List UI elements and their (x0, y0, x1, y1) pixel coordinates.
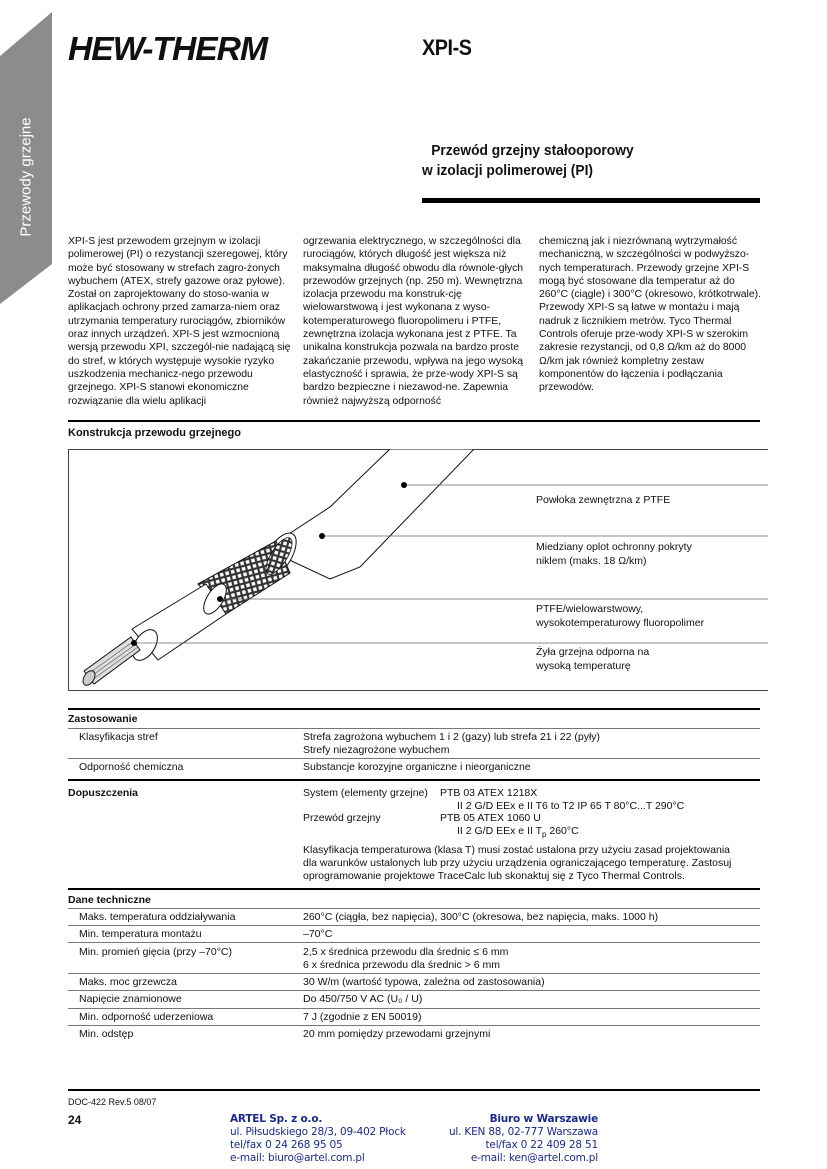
spec-label: Maks. moc grzewcza (79, 976, 178, 988)
spec-value: –70°C (303, 928, 333, 940)
approval-system-label: System (elementy grzejne) (303, 787, 428, 799)
intro-text-2: ogrzewania elektrycznego, w szczególności dla rurociągów, których długość jest większa niż maksymalna długość obwodu dla równole-głych przewodów grzejnych (np. 250 m). Wewnętrzna izolacja przewodu ma konstruk-cję wielowarstwową i jest wykonana z wyso-kotemperaturowego fluoropolimeru i PTFE, zewnętrzna izolacja wykonana jest z PTFE. Ta unikalna konstrukcja pozwala na bardzo proste zakańczanie przewodu, wpływa na jego wysoką elastyczność i sprawia, że prze-wody XPI-S są bardzo bezpieczne i niezawod-ne. Zapewnia również najwyższą odporność (303, 236, 524, 407)
company-name: ARTEL Sp. z o.o. (230, 1113, 323, 1125)
spec-value: 30 W/m (wartość typowa, zależna od zastosowania) (303, 976, 545, 988)
technical-title: Dane techniczne (68, 894, 151, 906)
intro-column-3 (539, 235, 764, 395)
spec-value: 7 J (zgodnie z EN 50019) (303, 1011, 422, 1023)
application-title: Zastosowanie (68, 713, 138, 725)
page-number: 24 (68, 1113, 82, 1127)
approval-cable-marking (457, 825, 579, 841)
email[interactable]: e-mail: ken@artel.com.pl (470, 1152, 598, 1164)
approval-cable-cert: PTB 05 ATEX 1060 U (440, 812, 541, 824)
brand-logo: HEW-THERM (68, 30, 267, 67)
spec-value: Substancje korozyjne organiczne i nieorganiczne (303, 761, 531, 773)
spec-value: 2,5 x średnica przewodu dla średnic ≤ 6 mm (303, 946, 509, 958)
row-rule (68, 925, 760, 926)
intro-column-2 (303, 235, 533, 408)
address: ul. KEN 88, 02-777 Warszawa (448, 1126, 598, 1138)
row-rule (68, 728, 760, 729)
office-name: Biuro w Warszawie (489, 1113, 598, 1125)
row-rule (68, 990, 760, 991)
callout-text: niklem (maks. 18 Ω/km) (536, 555, 647, 567)
spec-value: Strefa zagrożona wybuchem 1 i 2 (gazy) lub strefa 21 i 22 (pyły) (303, 731, 601, 743)
row-rule (68, 1008, 760, 1009)
approvals-title: Dopuszczenia (68, 787, 139, 799)
callout-text: Powłoka zewnętrzna z PTFE (536, 494, 671, 506)
approval-note: oprogramowanie projektowe TraceCalc lub skonaktuj się z Tyco Thermal Controls. (303, 870, 685, 882)
footer-rule (68, 1089, 760, 1091)
spec-label: Min. promień gięcia (przy –70°C) (79, 946, 233, 958)
cable-outer-jacket (255, 449, 474, 584)
spec-label: Odporność chemiczna (79, 761, 184, 773)
row-rule (68, 758, 760, 759)
subtitle-line-2: w izolacji polimerowej (PI) (422, 162, 594, 179)
marking-subscript: p (542, 830, 547, 840)
subtitle-line-1: Przewód grzejny stałooporowy (431, 142, 634, 159)
callout-text: Miedziany oplot ochronny pokryty (536, 541, 692, 553)
footer-contact-plock (230, 1113, 406, 1165)
row-rule (68, 942, 760, 943)
construction-title: Konstrukcja przewodu grzejnego (68, 427, 241, 439)
spec-value: 260°C (ciągła, bez napięcia), 300°C (okresowa, bez napięcia, maks. 1000 h) (303, 911, 659, 923)
approval-system-marking: II 2 G/D EEx e II T6 to T2 IP 65 T 80°C...T 290°C (457, 800, 685, 812)
cable-heating-conductor (81, 637, 140, 687)
email[interactable]: e-mail: biuro@artel.com.pl (230, 1152, 365, 1164)
phone: tel/fax 0 24 268 95 05 (230, 1139, 343, 1151)
product-model: XPI-S (422, 35, 472, 60)
section-rule (68, 779, 760, 781)
approval-system-cert: PTB 03 ATEX 1218X (440, 787, 538, 799)
marking-text: II 2 G/D EEx e II T (457, 825, 542, 837)
cable-inner-insulation (128, 580, 231, 664)
callout-text: Żyła grzejna odporna na (536, 646, 650, 658)
intro-column-1 (68, 235, 298, 408)
spec-value: Do 450/750 V AC (U₀ / U) (303, 993, 423, 1005)
section-rule (68, 888, 760, 890)
spec-value: 6 x średnica przewodu dla średnic > 6 mm (303, 959, 500, 971)
callout-text: wysoką temperaturę (536, 660, 631, 672)
spec-label: Maks. temperatura oddziaływania (79, 911, 236, 923)
cable-diagram (68, 449, 768, 691)
callout-conductor (536, 645, 649, 673)
address: ul. Piłsudskiego 28/3, 09-402 Płock (230, 1126, 406, 1138)
approval-note: dla warunków ustalonych lub przy użyciu urządzenia ograniczającego temperaturę. Zastosuj (303, 857, 732, 869)
intro-text-3: chemiczną jak i niezrównaną wytrzymałość mechaniczną, w szczególności w podwyższo-nych temperaturach. Przewody grzejne XPI-S mogą być stosowane dla temperatur aż do 260°C (ciągle) i 300°C (okresowo, krótkotrwale). Przewody XPI-S są łatwe w montażu i mają nadruk z licznikiem metrów. Tyco Thermal Controls oferuje prze-wody XPI-S w szerokim zakresie rezystancji, od 0,8 Ω/km aż do 8000 Ω/km jak również kompletny zestaw komponentów do łączenia i podłączania przewodów. (539, 236, 761, 394)
intro-text-1: XPI-S jest przewodem grzejnym w izolacji polimerowej (PI) o rezystancji szeregowej, który może być stosowany w strefach zagro-żonych wybuchem (ATEX, strefy gazowe oraz pyłowe). Został on zaprojektowany do stoso-wania w aplikacjach ochrony przed zamarza-niem oraz utrzymania temperatury rurociągów, zbiorników oraz innych urządzeń. XPI-S jest wzmocnioną wersją przewodu XPI, szczegól-nie nadającą się do stref, w których występuje wysokie ryzyko uszkodzenia mechanicz-nego przewodu grzejnego. XPI-S stanowi ekonomiczne rozwiązanie dla wielu aplikacji (68, 236, 291, 407)
row-rule (68, 1025, 760, 1026)
callout-inner-insulation (536, 602, 704, 630)
product-subtitle (422, 141, 634, 181)
spec-value: 20 mm pomiędzy przewodami grzejnymi (303, 1028, 491, 1040)
spec-label: Min. temperatura montażu (79, 928, 202, 940)
callout-outer-jacket (536, 493, 670, 507)
callout-braid (536, 540, 692, 568)
spec-value: Strefy niezagrożone wybuchem (303, 744, 450, 756)
spec-label: Klasyfikacja stref (79, 731, 158, 743)
side-tab (0, 12, 52, 304)
spec-label: Min. odstęp (79, 1028, 134, 1040)
section-rule (68, 708, 760, 710)
row-rule (68, 973, 760, 974)
phone: tel/fax 0 22 409 28 51 (485, 1139, 598, 1151)
callout-text: wysokotemperaturowy fluoropolimer (536, 617, 705, 629)
spec-label: Napięcie znamionowe (79, 993, 182, 1005)
approval-note: Klasyfikacja temperaturowa (klasa T) musi zostać ustalona przy użyciu zasad projektowania (303, 844, 730, 856)
title-rule (422, 198, 760, 203)
row-rule (68, 908, 760, 909)
side-tab-label: Przewody grzejne (17, 117, 35, 237)
section-rule (68, 420, 760, 422)
document-reference: DOC-422 Rev.5 08/07 (68, 1097, 157, 1107)
footer-contact-warsaw (440, 1113, 598, 1165)
spec-label: Min. odporność uderzeniowa (79, 1011, 214, 1023)
approval-cable-label: Przewód grzejny (303, 812, 381, 824)
callout-text: PTFE/wielowarstwowy, (536, 603, 644, 615)
marking-text: 260°C (546, 825, 579, 837)
